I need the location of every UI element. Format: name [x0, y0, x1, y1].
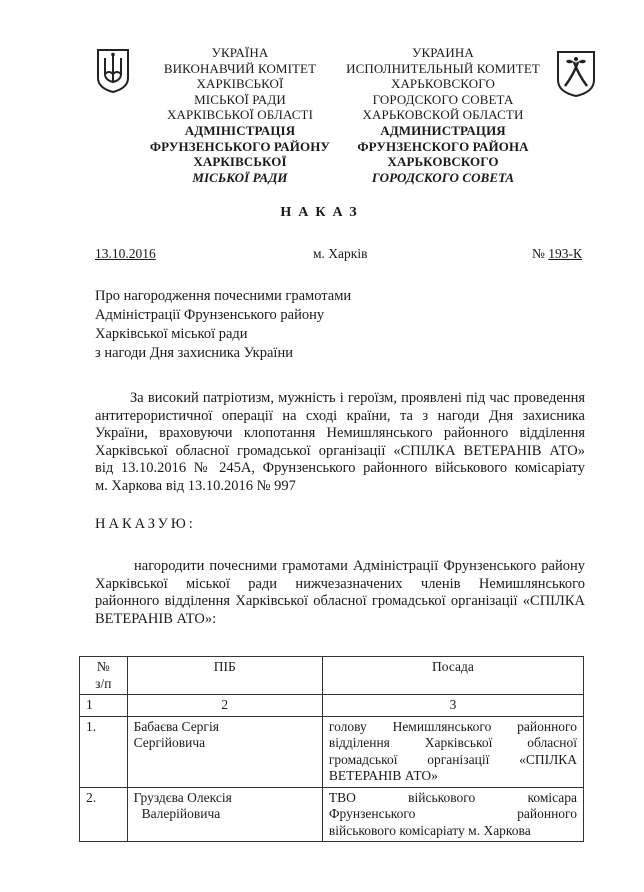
document-title: НАКАЗ: [280, 205, 364, 220]
header-line-bold: АДМІНІСТРАЦІЯ: [184, 122, 296, 138]
table-column-numbers-row: [80, 695, 584, 717]
name-line: Сергійовича: [133, 735, 206, 750]
subject-line: Харківської міської ради: [95, 326, 248, 342]
preamble-paragraph: [95, 390, 585, 496]
header-no-line: з/п: [95, 675, 112, 691]
position-line: голову Немишлянського районного: [328, 718, 577, 734]
kharkiv-coat-of-arms-icon: [556, 50, 596, 98]
directive-paragraph: [95, 558, 585, 628]
header-line-bold: ХАРЬКОВСКОГО: [387, 154, 499, 170]
order-city: м. Харків: [313, 246, 368, 261]
paragraph-line: нагородити почесними грамотами Адміністрації Фрунзенського району: [134, 558, 585, 574]
position-line: відділення Харківської обласної: [328, 735, 577, 750]
column-number: 2: [127, 695, 322, 717]
header-right-russian: [343, 45, 543, 185]
column-header-number: [80, 657, 128, 695]
paragraph-line: ВЕТЕРАНІВ АТО»:: [95, 610, 217, 627]
row-name: [127, 787, 322, 842]
row-name: [127, 716, 322, 787]
header-line: ГОРОДСКОГО СОВЕТА: [372, 91, 514, 107]
header-line-bold: ФРУНЗЕНСЬКОГО РАЙОНУ: [149, 138, 331, 154]
paragraph-line: України, враховуючи клопотання Немишлянського районного відділення: [95, 425, 585, 442]
order-directive-heading: НАКАЗУЮ:: [95, 516, 196, 532]
header-line-bold-italic: ГОРОДСКОГО СОВЕТА: [371, 169, 515, 185]
header-left-ukrainian: [140, 45, 340, 185]
position-line: громадської організації «СПІЛКА: [328, 751, 577, 767]
column-number: 3: [322, 695, 583, 717]
header-line: ИСПОЛНИТЕЛЬНЫЙ КОМИТЕТ: [346, 60, 540, 76]
table-header-row: [80, 657, 584, 695]
header-line: ХАРЬКОВСКОГО: [390, 76, 496, 92]
paragraph-line: Харківської міської ради нижчезазначених членів Немишлянського: [95, 575, 585, 592]
position-line: Фрунзенського районного: [328, 806, 577, 821]
position-line: ВЕТЕРАНІВ АТО»: [328, 768, 438, 783]
position-line: ТВО військового комісара: [328, 789, 577, 805]
name-line: Бабаєва Сергія: [133, 718, 219, 734]
header-line: ВИКОНАВЧИЙ КОМІТЕТ: [163, 60, 317, 76]
header-no-line: №: [96, 659, 110, 674]
header-line: ХАРКІВСЬКОЇ: [196, 76, 284, 92]
header-line-bold: ХАРКІВСЬКОЇ: [193, 154, 287, 170]
header-line: ХАРЬКОВСКОЙ ОБЛАСТИ: [362, 107, 524, 123]
row-position: [322, 716, 583, 787]
trident-coat-of-arms-icon: [96, 48, 130, 94]
row-number: 2.: [80, 787, 128, 842]
header-line: ХАРКІВСЬКОЇ ОБЛАСТІ: [166, 107, 314, 123]
header-line: МІСЬКОЇ РАДИ: [194, 91, 286, 107]
row-number: 1.: [80, 716, 128, 787]
order-date: 13.10.2016: [95, 246, 156, 261]
awardees-table: [79, 656, 584, 842]
subject-line: Про нагородження почесними грамотами: [95, 288, 352, 304]
table-row: [80, 716, 584, 787]
paragraph-line: За високий патріотизм, мужність і героїзм, проявлені під час проведення: [130, 390, 585, 406]
order-number-value: 193-К: [548, 246, 582, 261]
paragraph-line: антитерористичної операції на сході країни, та з нагоди Дня захисника: [95, 407, 585, 424]
order-number-prefix: №: [531, 246, 549, 261]
name-line: Валерійовича: [141, 806, 221, 821]
table-row: [80, 787, 584, 842]
header-line-bold: ФРУНЗЕНСКОГО РАЙОНА: [357, 138, 529, 154]
header-line-bold-italic: МІСЬКОЇ РАДИ: [192, 169, 288, 185]
header-line: УКРАЇНА: [211, 45, 269, 60]
subject-line: Адміністрації Фрунзенського району: [95, 307, 325, 323]
column-number: 1: [80, 695, 128, 717]
header-line-bold: АДМИНИСТРАЦИЯ: [380, 122, 506, 138]
paragraph-line: районного відділення Харківської обласної громадської організації «СПІЛКА: [95, 593, 585, 610]
order-subject: [95, 287, 351, 363]
order-number: [532, 246, 582, 262]
paragraph-line: м. Харкова від 13.10.2016 № 997: [95, 477, 296, 494]
paragraph-line: Харківської обласної громадської організації «СПІЛКА ВЕТЕРАНІВ АТО»: [95, 442, 585, 459]
column-header-position: Посада: [322, 657, 583, 695]
name-line: Груздєва Олексія: [133, 789, 232, 805]
subject-line: з нагоди Дня захисника України: [95, 345, 293, 361]
header-line: УКРАИНА: [412, 45, 474, 60]
position-line: військового комісаріату м. Харкова: [328, 822, 531, 838]
paragraph-line: від 13.10.2016 № 245А, Фрунзенського районного військового комісаріату: [95, 460, 585, 477]
row-position: [322, 787, 583, 842]
column-header-name: ПІБ: [127, 657, 322, 695]
